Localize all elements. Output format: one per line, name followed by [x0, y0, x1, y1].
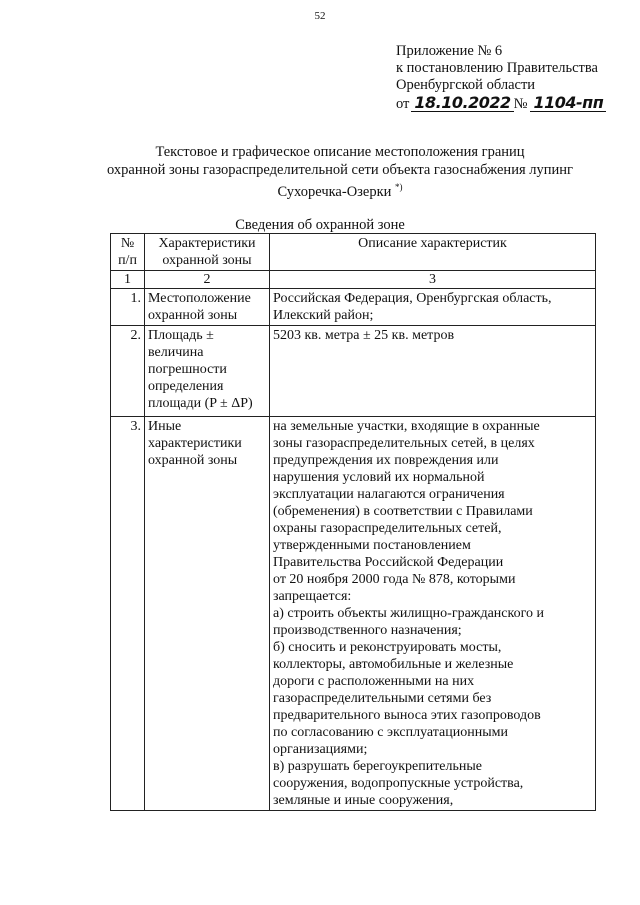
- description-line: б) сносить и реконструировать мосты,: [273, 640, 502, 655]
- description-line: Российская Федерация, Оренбургская область,: [273, 291, 552, 306]
- table-row: [111, 326, 596, 417]
- description-line: производственного назначения;: [273, 623, 462, 638]
- column-number: 3: [270, 271, 596, 289]
- description-line: предупреждения их повреждения или: [273, 453, 499, 468]
- row-characteristic: Местоположение охранной зоны: [145, 289, 270, 326]
- header-description: Описание характеристик: [270, 234, 596, 271]
- description-line: от 20 ноября 2000 года № 878, которыми: [273, 572, 516, 587]
- table-caption: Сведения об охранной зоне: [235, 217, 405, 233]
- handwritten-date: 18.10.2022: [411, 94, 513, 112]
- description-line: дороги с расположенными на них: [273, 674, 475, 689]
- description-line: организациями;: [273, 742, 368, 757]
- header-number: № п/п: [111, 234, 145, 271]
- description-line: запрещается:: [273, 589, 352, 604]
- description-line: зоны газораспределительных сетей, в целях: [273, 436, 535, 451]
- row-number: 1.: [111, 289, 145, 326]
- description-line: 5203 кв. метра ± 25 кв. метров: [273, 328, 455, 343]
- row-description: [270, 417, 596, 811]
- description-line: нарушения условий их нормальной: [273, 470, 485, 485]
- description-line: газораспределительными сетями без: [273, 691, 492, 706]
- page-number: 52: [314, 10, 326, 22]
- appendix-line: к постановлению Правительства: [396, 60, 598, 76]
- document-title: [60, 144, 620, 201]
- column-number: 1: [111, 271, 145, 289]
- appendix-block: [396, 43, 636, 113]
- column-number-row: [111, 271, 596, 289]
- footnote-mark: *): [395, 182, 403, 192]
- table-header-row: [111, 234, 596, 271]
- title-line: Текстовое и графическое описание местоположения границ: [155, 144, 525, 160]
- handwritten-number: 1104-пп: [530, 94, 606, 112]
- header-characteristic: Характеристики охранной зоны: [145, 234, 270, 271]
- table-row: [111, 417, 596, 811]
- appendix-line: Приложение № 6: [396, 43, 503, 59]
- description-line: предварительного выноса этих газопроводов: [273, 708, 541, 723]
- description-line: Илекский район;: [273, 308, 374, 323]
- appendix-line: Оренбургской области: [396, 77, 536, 93]
- description-line: Правительства Российской Федерации: [273, 555, 504, 570]
- column-number: 2: [145, 271, 270, 289]
- description-line: утвержденными постановлением: [273, 538, 471, 553]
- row-characteristic: Иные характеристики охранной зоны: [145, 417, 270, 811]
- description-line: (обременения) в соответствии с Правилами: [273, 504, 533, 519]
- title-line: Сухоречка-Озерки: [277, 183, 392, 200]
- appendix-date-number-line: [396, 94, 636, 113]
- description-line: на земельные участки, входящие в охранные: [273, 419, 540, 434]
- description-line: а) строить объекты жилищно-гражданского и: [273, 606, 544, 621]
- row-number: 2.: [111, 326, 145, 417]
- description-line: эксплуатации налагаются ограничения: [273, 487, 505, 502]
- title-line: охранной зоны газораспределительной сети объекта газоснабжения лупинг: [107, 161, 573, 178]
- row-description: [270, 326, 596, 417]
- row-number: 3.: [111, 417, 145, 811]
- ot-label: от: [396, 96, 410, 112]
- table-row: [111, 289, 596, 326]
- row-description: [270, 289, 596, 326]
- title-line-last: [60, 179, 620, 201]
- description-line: охраны газораспределительных сетей,: [273, 521, 502, 536]
- zone-info-table: [110, 233, 596, 811]
- description-line: коллекторы, автомобильные и железные: [273, 657, 514, 672]
- description-line: земляные и иные сооружения,: [273, 793, 454, 808]
- row-characteristic: Площадь ± величина погрешности определения площади (P ± ΔP): [145, 326, 270, 417]
- description-line: в) разрушать берегоукрепительные: [273, 759, 483, 774]
- number-label: №: [513, 96, 528, 112]
- description-line: по согласованию с эксплуатационными: [273, 725, 508, 740]
- description-line: сооружения, водопропускные устройства,: [273, 776, 524, 791]
